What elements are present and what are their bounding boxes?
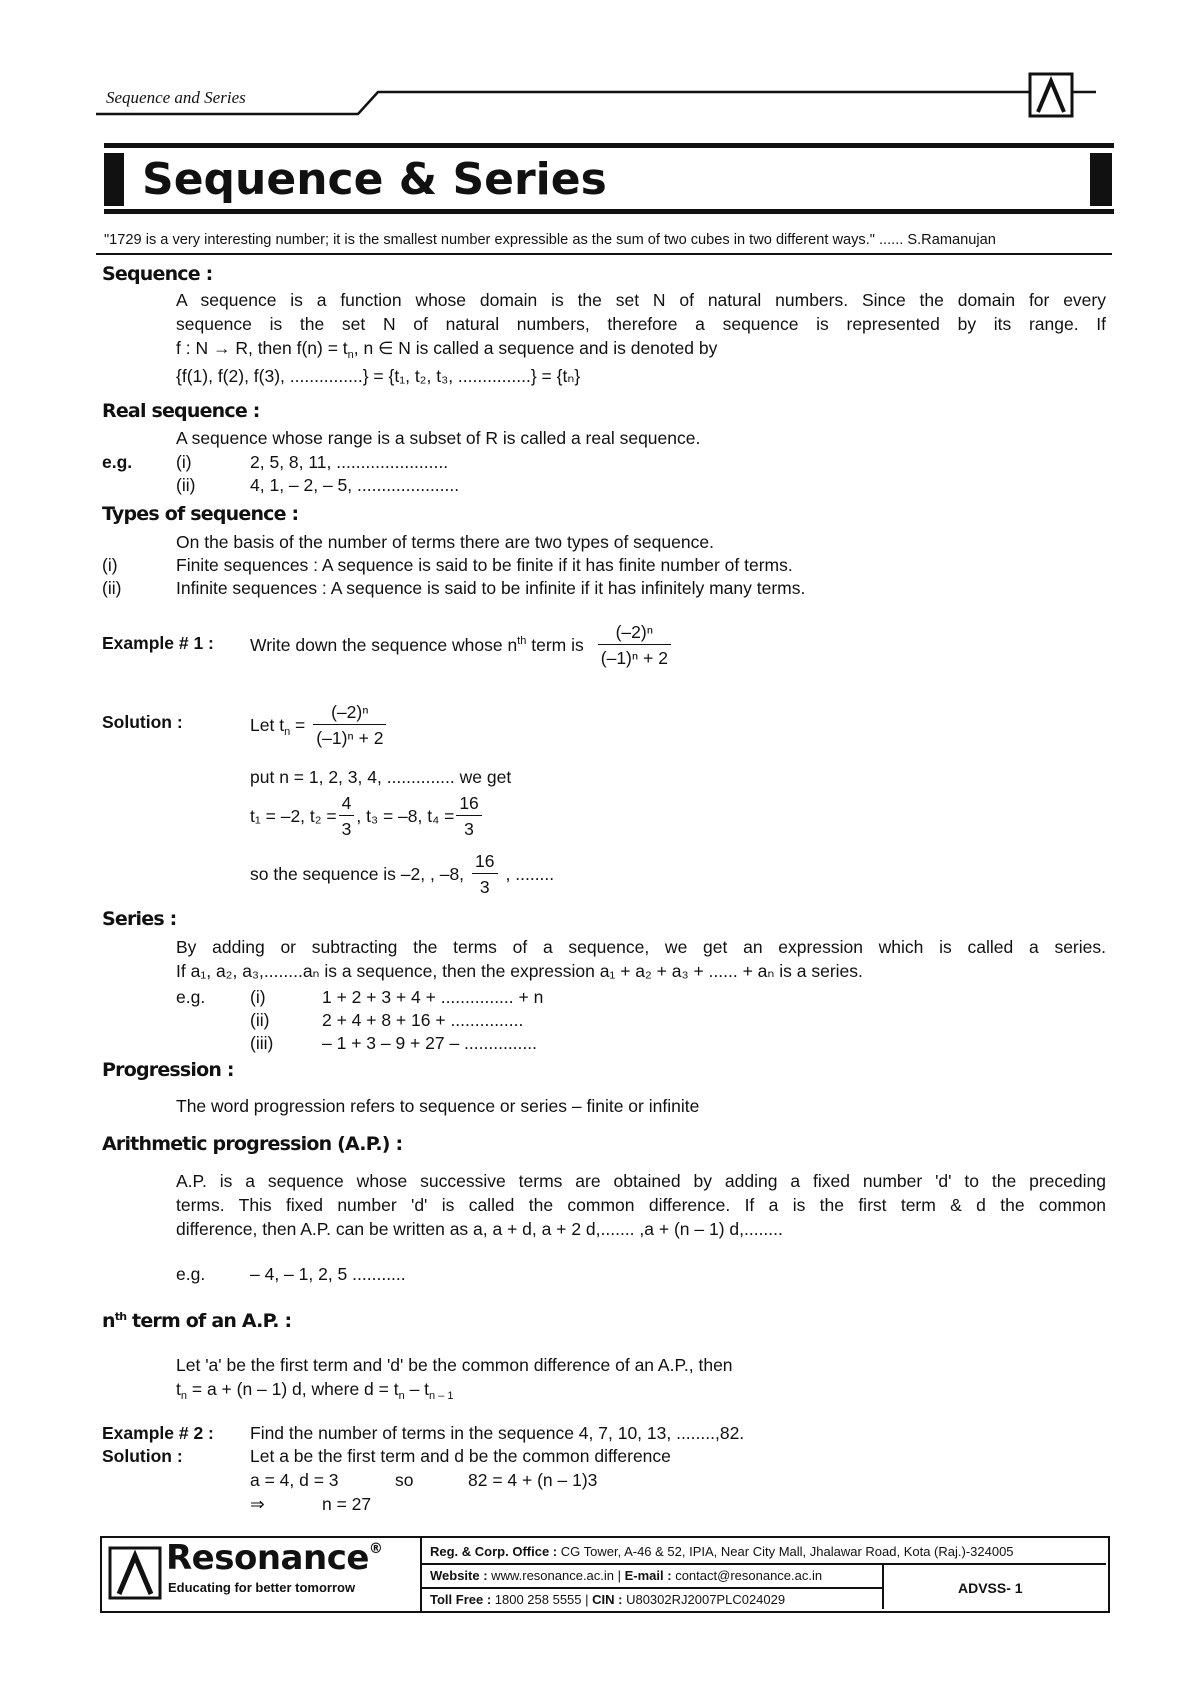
nth-term-line-1: Let 'a' be the first term and 'd' be the common difference of an A.P., then (176, 1355, 733, 1375)
real-sequence-item-2-text: 4, 1, – 2, – 5, ..................... (250, 475, 460, 495)
footer-row-rule-1 (422, 1563, 1106, 1565)
series-item-1-label: (i) (250, 987, 266, 1007)
sequence-line-3d: , n ∈ N is called a sequence and is denoted by (353, 338, 718, 358)
website-link[interactable]: www.resonance.ac.in | (487, 1568, 625, 1583)
types-item-2-text: Infinite sequences : A sequence is said to be infinite if it has infinitely many terms. (176, 578, 806, 598)
real-sequence-item-2-label: (ii) (176, 475, 196, 495)
footer-brand: Resonance® (166, 1538, 383, 1578)
example-1-question (250, 610, 673, 680)
ap-eg-text: – 4, – 1, 2, 5 ........... (250, 1264, 406, 1284)
footer-website: Website : www.resonance.ac.in | E-mail : contact@resonance.ac.in (430, 1568, 823, 1583)
sequence-line-3b: R, then f(n) = t (230, 338, 348, 358)
series-line-1: By adding or subtracting the terms of a sequence, we get an expression which is called a series. (176, 937, 1106, 957)
real-sequence-item-1-label: (i) (176, 452, 192, 472)
footer-logo-icon (108, 1546, 162, 1600)
footer-office: Reg. & Corp. Office : CG Tower, A-46 & 52, IPIA, Near City Mall, Jhalawar Road, Kota (Raj.)-324005 (430, 1544, 1014, 1559)
series-eg-label: e.g. (176, 987, 206, 1007)
solution-2-line-2a: a = 4, d = 3 (250, 1470, 339, 1490)
footer-page-code: ADVSS- 1 (958, 1580, 1023, 1596)
series-item-1-text: 1 + 2 + 3 + 4 + ............... + n (322, 987, 544, 1007)
sequence-line-3c: n (347, 349, 354, 361)
progression-line-1: The word progression refers to sequence or series – finite or infinite (176, 1096, 700, 1116)
ap-line-3: difference, then A.P. can be written as a, a + d, a + 2 d,....... ,a + (n – 1) d,........ (176, 1219, 783, 1239)
series-item-3-label: (iii) (250, 1033, 274, 1053)
types-item-1-text: Finite sequences : A sequence is said to be finite if it has finite number of terms. (176, 555, 793, 575)
solution-1-label: Solution : (102, 712, 183, 732)
types-item-1-label: (i) (102, 555, 118, 575)
heading-nth-term: $n^{th}$ term of an A.P. : (102, 1310, 292, 1332)
nth-term-line-2: $t_n = a + (n - 1)$ d, where $d = t_n - t_{n - 1}$ (176, 1379, 454, 1402)
footer-divider (420, 1538, 422, 1611)
example-1-fraction (598, 620, 671, 671)
footer-row-rule-2 (422, 1587, 882, 1589)
ap-line-1: A.P. is a sequence whose successive terms are obtained by adding a fixed number 'd' to the preceding (176, 1171, 1106, 1191)
series-line-2: If a₁, a₂, a₃,........aₙ is a sequence, then the expression a₁ + a₂ + a₃ + ...... + aₙ is a series. (176, 961, 863, 981)
title-bar-bottom-rule (104, 209, 1114, 214)
sequence-line-1: A sequence is a function whose domain is the set N of natural numbers. Since the domain for every (176, 290, 1106, 310)
sequence-line-4: {f(1), f(2), f(3), ...............} = {t₁, t₂, t₃, ...............} = {tₙ} (176, 366, 581, 386)
quote-rule (96, 253, 1112, 255)
header-rule (96, 80, 1110, 120)
example-1-fraction-denominator: (–1)ⁿ + 2 (600, 647, 668, 668)
footer-tollfree: Toll Free : 1800 258 5555 | CIN : U80302RJ2007PLC024029 (430, 1592, 786, 1607)
heading-arithmetic-progression: Arithmetic progression (A.P.) : (102, 1133, 403, 1155)
footer-tagline: Educating for better tomorrow (168, 1580, 356, 1595)
example-1-label: Example # 1 : (102, 633, 214, 653)
real-sequence-item-1-text: 2, 5, 8, 11, ....................... (250, 452, 449, 472)
heading-types-of-sequence: Types of sequence : (102, 503, 299, 525)
heading-sequence: Sequence : (102, 263, 213, 285)
arrow-icon: → (208, 338, 231, 358)
real-sequence-line-1: A sequence whose range is a subset of R is called a real sequence. (176, 428, 701, 448)
solution-2-line-3: n = 27 (322, 1494, 372, 1514)
sequence-line-3 (176, 338, 717, 359)
title-bar-top-rule (104, 143, 1114, 148)
title-bar-right-block (1090, 153, 1112, 206)
title-bar-left-block (104, 153, 124, 206)
ap-eg-label: e.g. (176, 1264, 206, 1284)
solution-1-fraction: $\frac{\text{(–2)ⁿ}}{\text{(–1)ⁿ + 2}}$ (313, 700, 386, 751)
solution-1-put: put n = 1, 2, 3, 4, .............. we get (250, 767, 512, 787)
solution-2-line-2c: 82 = 4 + (n – 1)3 (468, 1470, 598, 1490)
heading-real-sequence: Real sequence : (102, 400, 260, 422)
example-1-fraction-numerator: (–2)ⁿ (598, 620, 671, 645)
example-2-label: Example # 2 : (102, 1423, 214, 1443)
sequence-line-2: sequence is the set N of natural numbers, therefore a sequence is represented by its range. If (176, 314, 1106, 334)
types-intro: On the basis of the number of terms there are two types of sequence. (176, 532, 714, 552)
solution-1-t-values: t₁ = –2, t₂ = $\frac{4}{3}$ , t₃ = –8, t₄ = $\frac{16}{3}$ (250, 788, 484, 844)
implies-icon: ⇒ (250, 1494, 265, 1514)
solution-2-label: Solution : (102, 1446, 183, 1466)
solution-2-line-2b: so (395, 1470, 414, 1490)
ap-line-2: terms. This fixed number 'd' is called the common difference. If a is the first term & d the common (176, 1195, 1106, 1215)
sequence-line-3a: f : N (176, 338, 209, 358)
email-link[interactable]: contact@resonance.ac.in (671, 1568, 823, 1583)
example-2-text: Find the number of terms in the sequence 4, 7, 10, 13, ........,82. (250, 1423, 745, 1443)
page-title: Sequence & Series (142, 154, 607, 205)
heading-progression: Progression : (102, 1059, 234, 1081)
series-item-2-text: 2 + 4 + 8 + 16 + ............... (322, 1010, 524, 1030)
example-1-text: Write down the sequence whose $n^{th}$ term is (250, 634, 584, 655)
solution-2-line-1: Let a be the first term and d be the common difference (250, 1446, 671, 1466)
ramanujan-quote: "1729 is a very interesting number; it is the smallest number expressible as the sum of two cubes in two different ways." ...... S.Ramanujan (104, 232, 996, 248)
series-item-2-label: (ii) (250, 1010, 270, 1030)
solution-1-sequence: so the sequence is –2, , –8, $\frac{16}{3}$ , ........ (250, 850, 555, 897)
resonance-logo-icon (1028, 72, 1074, 118)
footer-cell-divider (882, 1563, 884, 1609)
solution-1-let: Let $t_n$ = $\frac{\text{(–2)ⁿ}}{\text{(–1)ⁿ + 2}}$ (250, 690, 388, 760)
series-item-3-text: – 1 + 3 – 9 + 27 – ............... (322, 1033, 537, 1053)
running-title: Sequence and Series (106, 88, 246, 107)
types-item-2-label: (ii) (102, 578, 122, 598)
real-sequence-eg-label: e.g. (102, 452, 133, 472)
heading-series: Series : (102, 908, 177, 930)
